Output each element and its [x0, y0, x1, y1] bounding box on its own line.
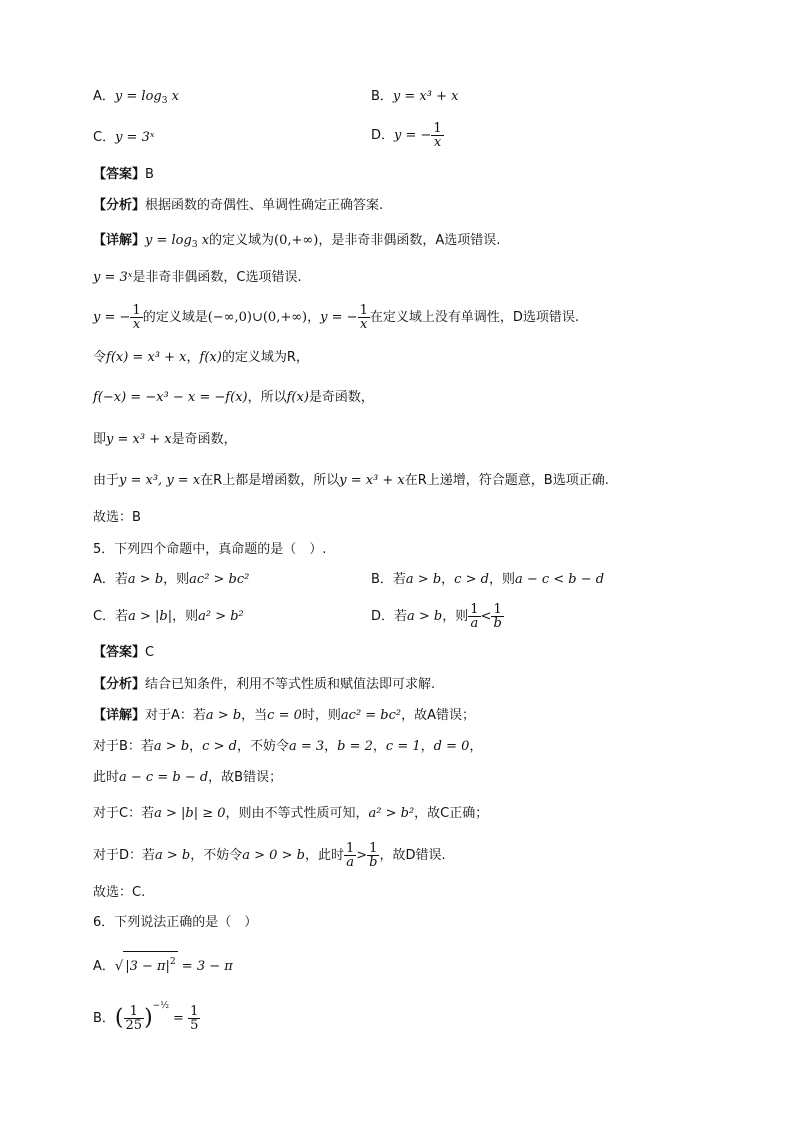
- q4-detail-7: 由于y = x³, y = x在R上都是增函数，所以y = x³ + x在R上递增，符合题意，B选项正确.: [93, 473, 609, 488]
- q5-option-a: A．若a > b，则ac² > bc²: [93, 572, 250, 587]
- q4-option-c: C．y = 3ˣ: [93, 130, 155, 145]
- q6-option-b: B．( $\frac{1}{25}$ )$^{-\frac{1}{2}}$ = $\frac{1}{5}$: [93, 1001, 199, 1033]
- q4-detail-6: 即y = x³ + x是奇函数，: [93, 432, 237, 447]
- q5-option-d: D．若a > b，则 $\frac{1}{a}$ < $\frac{1}{b}$: [371, 602, 502, 631]
- q5-detail-2: 对于B：若a > b，c > d，不妨令a = 3，b = 2，c = 1，d = 0，: [93, 739, 483, 754]
- q5-stem: 5．下列四个命题中，真命题的是（ ）.: [93, 542, 327, 557]
- q4-detail-5: f(−x) = −x³ − x = −f(x)，所以f(x)是奇函数，: [93, 390, 374, 405]
- q5-detail-4: 对于C：若a > |b| ≥ 0，则由不等式性质可知，a² > b²，故C正确；: [93, 806, 489, 821]
- q5-option-c: C．若a > |b|，则a² > b²: [93, 609, 244, 624]
- q4-option-a: A．$y = \log_3 x$: [93, 89, 179, 106]
- fraction: $\frac{1}{x}$: [433, 121, 442, 150]
- q4-analysis: 【分析】根据函数的奇偶性、单调性确定正确答案.: [93, 198, 384, 213]
- q4-detail-4: 令f(x) = x³ + x，f(x)的定义域为R，: [93, 350, 309, 365]
- q4-detail-3: y = − $\frac{1}{x}$ 的定义域是(−∞,0)∪(0,+∞)，y = − $\frac{1}{x}$ 在定义域上没有单调性，D选项错误.: [93, 303, 579, 332]
- q5-detail-3: 此时a − c = b − d，故B错误；: [93, 770, 283, 785]
- radical: $|3 - \pi|^2$: [123, 951, 177, 977]
- q4-option-d: D．y = − $\frac{1}{x}$: [371, 121, 442, 150]
- q5-detail-1: 【详解】对于A：若a > b，当c = 0时，则ac² = bc²，故A错误；: [93, 708, 476, 723]
- q5-analysis: 【分析】结合已知条件，利用不等式性质和赋值法即可求解.: [93, 677, 436, 692]
- q6-stem: 6．下列说法正确的是（ ）: [93, 915, 258, 930]
- q5-detail-5: 对于D：若a > b，不妨令a > 0 > b，此时 $\frac{1}{a}$ > $\frac{1}{b}$ ，故D错误.: [93, 841, 446, 870]
- q4-answer: 【答案】B: [93, 167, 154, 182]
- q5-conclusion: 故选：C.: [93, 885, 146, 900]
- q4-conclusion: 故选：B: [93, 510, 141, 525]
- q6-option-a: A．√ $|3 - \pi|^2 = 3 - \pi$: [93, 951, 233, 977]
- q5-answer: 【答案】C: [93, 645, 155, 660]
- q4-detail-1: 【详解】$y = \log_3 x$的定义域为(0,+∞)，是非奇非偶函数，A选项错误.: [93, 233, 501, 250]
- q4-option-b: B．y = x³ + x: [371, 89, 459, 104]
- q5-option-b: B．若a > b，c > d，则a − c < b − d: [371, 572, 605, 587]
- q4-detail-2: y = 3ˣ是非奇非偶函数，C选项错误.: [93, 270, 302, 285]
